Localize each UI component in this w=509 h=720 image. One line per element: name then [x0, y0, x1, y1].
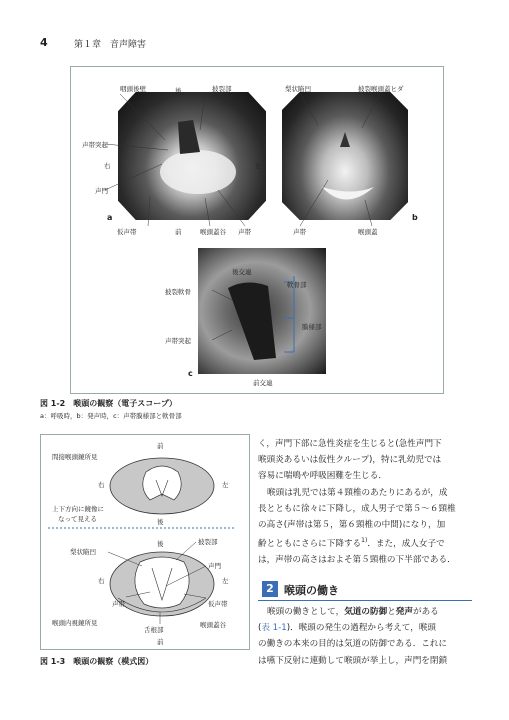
label-vallecula-a: 喉頭蓋谷: [200, 228, 226, 236]
figure-1-2-caption-sub: a：呼吸時，b：発声時，c：声帯膜様部と軟骨部: [40, 412, 182, 420]
body-text-column: [258, 436, 472, 568]
body-text-section-2: [258, 604, 472, 669]
label-membranous-part-c: 膜様部: [302, 323, 322, 331]
panel-letter-b: b: [412, 213, 418, 222]
bold-term-phonation: 発声: [395, 607, 413, 617]
label-fig3-tongue-root: 舌根部: [144, 626, 164, 634]
label-fig3-left-top: 左: [222, 481, 229, 489]
label-glottis-a: 声門: [95, 187, 108, 195]
body-line: 容易に喘鳴や呼吸困難を生じる．: [258, 471, 387, 482]
label-piriform-b: 梨状陥凹: [285, 85, 311, 93]
body-line: [258, 620, 472, 636]
body-line: [258, 533, 472, 552]
bold-term-airway: 気道の防御: [344, 607, 388, 617]
label-aryepiglottic-fold-b: 披裂喉頭蓋ヒダ: [358, 85, 404, 93]
label-fig3-vocal-fold: 声帯: [112, 600, 125, 608]
body-line-tail: ．また，成人女子で: [367, 539, 445, 550]
label-anterior-a: 前: [175, 228, 182, 236]
section-heading: [258, 578, 472, 601]
label-fig3-glottis: 声門: [208, 562, 221, 570]
label-posterior-commissure-c: 後交連: [232, 268, 252, 276]
figure-1-2-caption: 図 1-2 喉頭の観察（電子スコープ）: [40, 399, 177, 408]
label-vocal-process-c: 声帯突起: [165, 337, 191, 345]
label-fig3-front-top: 前: [157, 442, 164, 450]
body-line: の働きの本来の目的は気道の防御である．これに: [258, 639, 448, 650]
body-text-run: )．喉頭の発生の過程から考えて，喉頭: [286, 623, 437, 634]
body-text-run: 喉頭の働きとして，: [267, 607, 345, 617]
label-anterior-commissure-c: 前交連: [253, 379, 273, 387]
body-text-run: (: [258, 623, 262, 634]
label-cartilaginous-part-c: 軟骨部: [287, 281, 307, 289]
label-arytenoid-a: 披裂部: [212, 85, 232, 93]
label-fig3-piriform: 梨状陥凹: [70, 548, 96, 556]
table-reference-link[interactable]: 表 1-1: [261, 623, 287, 634]
label-vocal-fold-a: 声帯: [238, 228, 251, 236]
body-line: は嚥下反射に連動して喉頭が挙上し，声門を閉鎖: [258, 655, 448, 666]
section-number: 2: [262, 581, 278, 597]
body-line: 喉頭炎あるいは仮性クループ)，特に乳幼児では: [258, 455, 442, 466]
body-line: 長とともに徐々に下降し，成人男子で第５〜６頸椎: [258, 503, 456, 514]
label-fig3-back-bottom: 後: [157, 540, 164, 548]
label-vocal-fold-b: 声帯: [293, 228, 306, 236]
label-fig3-inverted-2: なって見える: [58, 515, 97, 523]
body-line: [258, 604, 472, 620]
body-line-text: 齢とともにさらに下降する: [258, 539, 362, 550]
body-line: く，声門下部に急性炎症を生じると(急性声門下: [258, 439, 442, 449]
section-title: 喉頭の働き: [284, 584, 339, 597]
label-left-a: 左: [255, 162, 262, 170]
body-line: の高さ(声帯は第５，第６頸椎の中間)になり，加: [258, 520, 446, 531]
label-epiglottis-b: 喉頭蓋: [358, 228, 378, 236]
label-fig3-vallecula: 喉頭蓋谷: [200, 621, 226, 629]
body-line: は，声帯の高さはおよそ第５頸椎の下半部である．: [258, 555, 456, 566]
citation-note: 1): [361, 537, 368, 545]
label-fig3-back-top: 後: [157, 518, 164, 526]
label-fig3-right-top: 右: [98, 481, 105, 489]
label-posterior-a: 後: [175, 87, 182, 95]
label-fig3-indirect-view: 間接喉頭鏡所見: [52, 453, 98, 461]
label-right-a: 右: [104, 162, 111, 170]
page-number: 4: [40, 36, 48, 49]
label-fig3-false-fold: 仮声帯: [208, 600, 228, 608]
panel-letter-a: a: [107, 213, 113, 222]
label-fig3-arytenoid: 披裂部: [198, 538, 218, 546]
label-false-fold-a: 仮声帯: [117, 228, 137, 236]
body-line: 喉頭は乳児では第４頸椎のあたりにあるが，成: [267, 487, 448, 498]
label-fig3-endoscope-view: 喉頭内視鏡所見: [52, 619, 98, 627]
label-fig3-front-bottom: 前: [157, 638, 164, 646]
label-fig3-inverted-1: 上下方向に鏡像に: [52, 505, 104, 513]
label-arytenoid-cartilage-c: 披裂軟骨: [165, 288, 191, 296]
figure-1-3-caption: 図 1-3 喉頭の観察（模式図）: [40, 657, 154, 666]
label-posterior-pharyngeal-wall: 咽頭後壁: [120, 85, 146, 93]
chapter-title: 第１章 音声障害: [74, 40, 147, 50]
label-fig3-right-bottom: 右: [98, 577, 105, 585]
label-vocal-process-a: 声帯突起: [82, 141, 108, 149]
body-text-run: と: [387, 607, 396, 617]
panel-letter-c: c: [188, 369, 193, 378]
body-text-run: がある: [412, 607, 439, 617]
label-fig3-left-bottom: 左: [222, 577, 229, 585]
